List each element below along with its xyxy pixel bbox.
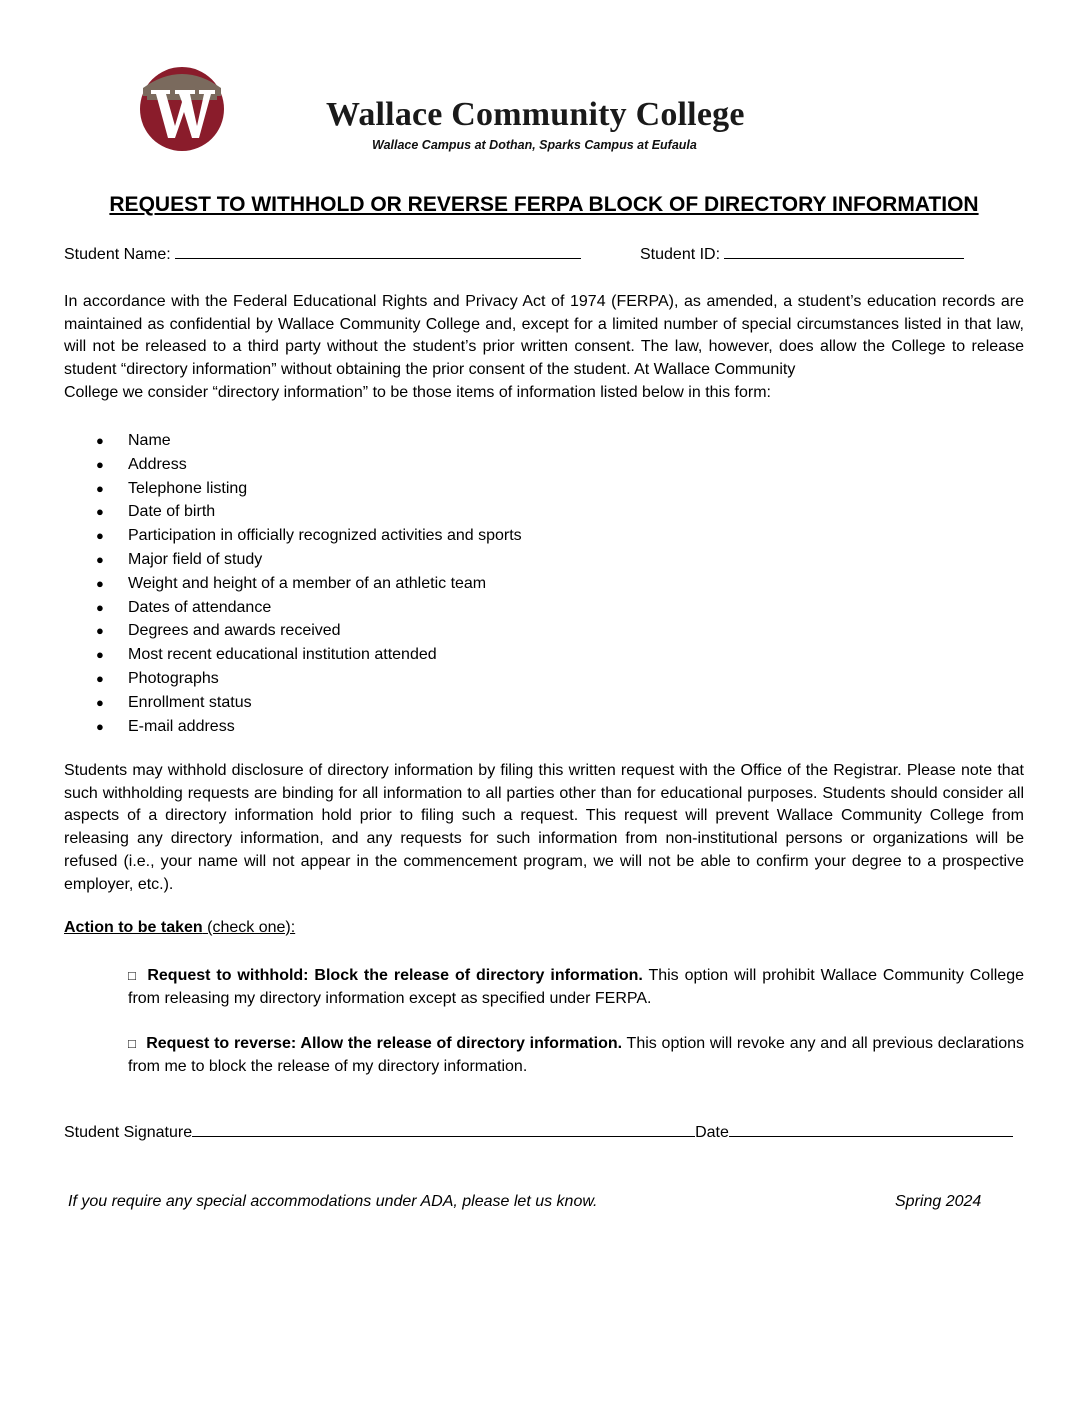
directory-item-label: Photographs [128,669,219,687]
bullet-icon: ● [96,670,104,686]
action-heading-rest: (check one): [202,919,296,936]
intro-paragraph-end: College we consider “directory information” to be those items of information listed below in this form: [64,384,771,401]
form-title: REQUEST TO WITHHOLD OR REVERSE FERPA BLOCK OF DIRECTORY INFORMATION [109,193,979,216]
withhold-checkbox[interactable]: □ [128,968,138,983]
withhold-option-title: Request to withhold: Block the release of directory information. [147,967,643,984]
withhold-option-text: This option will prohibit Wallace Community College from releasing my directory information except as specified under FERPA. [128,967,1024,1007]
student-name-field[interactable] [64,246,581,264]
reverse-option-title: Request to reverse: Allow the release of directory information. [146,1035,623,1052]
bullet-icon: ● [96,575,104,591]
bullet-icon: ● [96,599,104,615]
student-id-label: Student ID: [640,246,721,263]
action-heading-bold: Action to be taken [64,919,203,936]
signature-label: Student Signature [64,1124,193,1141]
directory-item [96,691,522,715]
directory-item [96,500,522,524]
student-id-line[interactable] [724,257,964,259]
directory-item-label: Date of birth [128,503,216,521]
date-line[interactable] [729,1135,1013,1137]
action-heading [64,919,295,937]
college-name: Wallace Community College [326,96,745,133]
directory-item-label: Dates of attendance [128,598,272,616]
directory-item-label: Degrees and awards received [128,622,341,640]
directory-item [96,715,522,739]
directory-item-label: Most recent educational institution attended [128,646,437,664]
directory-item-label: Address [128,455,187,473]
directory-item [96,524,522,548]
directory-item-label: E-mail address [128,717,235,735]
directory-item [96,548,522,572]
bullet-icon: ● [96,718,104,734]
directory-item-label: Name [128,432,171,449]
bullet-icon: ● [96,433,104,448]
directory-information-list [96,429,522,738]
signature-line[interactable] [192,1135,695,1137]
ada-note: If you require any special accommodations under ADA, please let us know. [68,1193,598,1210]
directory-item [96,596,522,620]
term-label: Spring 2024 [895,1193,982,1210]
option-withhold [128,965,1024,1010]
bullet-icon: ● [96,623,104,639]
bullet-icon: ● [96,551,104,567]
campus-line: Wallace Campus at Dothan, Sparks Campus at Eufaula [372,138,697,152]
directory-item [96,429,522,453]
directory-item-label: Weight and height of a member of an athletic team [128,574,487,592]
directory-item-label: Telephone listing [128,479,248,497]
reverse-option-text: This option will revoke any and all previous declarations from me to block the release of my directory information. [128,1035,1025,1075]
bullet-icon: ● [96,694,104,710]
student-name-label: Student Name: [64,246,171,263]
date-label: Date [695,1124,729,1141]
bullet-icon: ● [96,480,104,496]
intro-paragraph: In accordance with the Federal Educational Rights and Privacy Act of 1974 (FERPA), as amended, a student’s education records are maintained as confidential by Wallace Community College and, except for a limited number of special circumstances listed in that law, will not be released to a third party without the student’s prior written consent. The law, however, does allow the College to release student “directory information” without obtaining the prior consent of the student. At Wallace Community [64,293,1024,379]
bullet-icon: ● [96,647,104,663]
student-id-field[interactable] [640,246,964,264]
directory-item [96,453,522,477]
option-reverse [128,1033,1024,1078]
reverse-checkbox[interactable]: □ [128,1036,137,1051]
bullet-icon: ● [96,456,104,472]
directory-item-label: Major field of study [128,550,263,568]
student-name-line[interactable] [175,257,581,259]
directory-item [96,667,522,691]
directory-item [96,572,522,596]
withhold-paragraph: Students may withhold disclosure of directory information by filing this written request with the Office of the Registrar. Please note that such withholding requests are binding for all information to all parties other than for educational purposes. Students should consider all aspects of a directory information hold prior to filing such a request. This request will prevent Wallace Community College from releasing any directory information, and any requests for such information from non-institutional persons or organizations will be refused (i.e., your name will not appear in the commencement program, we will not be able to confirm your degree to a prospective employer, etc.). [64,762,1024,893]
directory-item [96,477,522,501]
signature-row [64,1124,1013,1142]
directory-item-label: Enrollment status [128,693,252,711]
bullet-icon: ● [96,528,104,544]
directory-item-label: Participation in officially recognized activities and sports [128,527,522,545]
wallace-logo-icon [137,66,227,152]
directory-item [96,619,522,643]
bullet-icon: ● [96,504,104,520]
directory-item [96,643,522,667]
